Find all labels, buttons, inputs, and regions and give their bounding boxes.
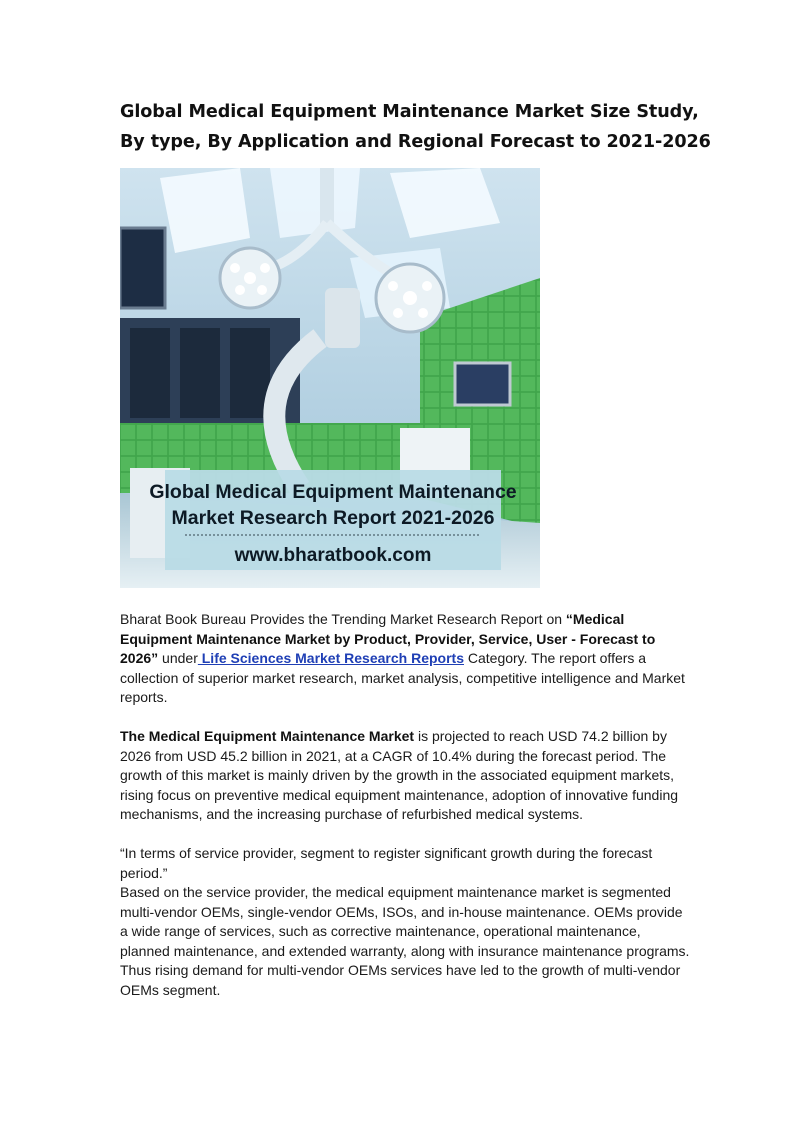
paragraph-service-provider: Based on the service provider, the medical equipment maintenance market is segmented multi-vendor OEMs, single-vendor OEMs, ISOs, and in-house maintenance. OEMs provide a wide range of services, such as corrective maintenance, operational maintenance, planned maintenance, and extended warranty, along with insurance maintenance programs. Thus rising demand for multi-vendor OEMs services have led to the growth of multi-vendor OEMs segment. [120,884,690,998]
market-name: The Medical Equipment Maintenance Market [120,728,415,744]
page-title [120,97,720,157]
hero-image [120,168,540,588]
paragraph-quote: “In terms of service provider, segment to register significant growth during the forecast period.” [120,845,653,881]
life-sciences-reports-link[interactable]: Life Sciences Market Research Reports [197,650,464,666]
title-line-1: Global Medical Equipment Maintenance Market Size Study, [120,102,699,122]
hero-banner-url: www.bharatbook.com [234,545,432,566]
hero-banner-line-2: Market Research Report 2021-2026 [171,507,495,529]
paragraph-intro: Bharat Book Bureau Provides the Trending Market Research Report on “Medical Equipment Maintenance Market by Product, Provider, Service, User - Forecast to 2026” under Life Sciences Market Research Reports Category. The report offers a collection of superior market research, market analysis, competitive intelligence and Market reports. [120,611,685,705]
operating-room-illustration [120,168,540,588]
report-title: “Medical Equipment Maintenance Market by Product, Provider, Service, User - Forecast to 2026” [120,611,656,666]
title-line-2: By type, By Application and Regional Forecast to 2021-2026 [120,132,711,152]
paragraph-market-size: The Medical Equipment Maintenance Market is projected to reach USD 74.2 billion by 2026 from USD 45.2 billion in 2021, at a CAGR of 10.4% during the forecast period. The growth of this market is mainly driven by the growth in the associated equipment markets, rising focus on preventive medical equipment maintenance, adoption of innovative funding mechanisms, and the increasing purchase of refurbished medical systems. [120,728,679,822]
hero-banner-line-1: Global Medical Equipment Maintenance [149,481,517,503]
article-body [120,610,690,1000]
